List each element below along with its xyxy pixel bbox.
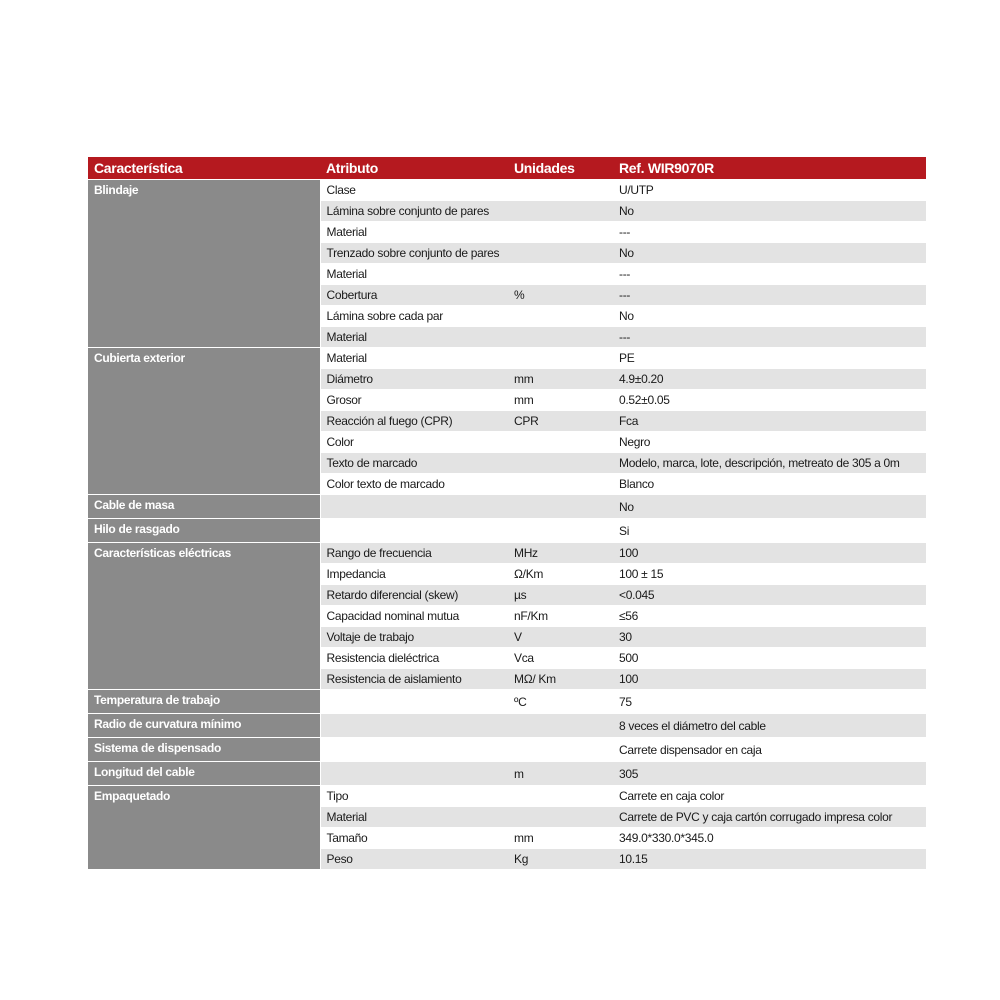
attribute-cell [320,738,508,762]
attribute-cell [320,495,508,519]
unit-cell: Kg [508,849,613,870]
table-row [88,786,926,807]
table-row [88,519,926,543]
value-cell: Carrete de PVC y caja cartón corrugado impresa color [613,807,926,828]
unit-cell [508,432,613,453]
attribute-cell [320,714,508,738]
attribute-cell: Reacción al fuego (CPR) [320,411,508,432]
unit-cell: V [508,627,613,648]
unit-cell: mm [508,828,613,849]
attribute-cell: Voltaje de trabajo [320,627,508,648]
table-row [88,690,926,714]
attribute-cell: Cobertura [320,285,508,306]
value-cell: 305 [613,762,926,786]
unit-cell: ºC [508,690,613,714]
characteristic-cell: Blindaje [88,180,320,348]
table-row [88,738,926,762]
characteristic-cell: Radio de curvatura mínimo [88,714,320,738]
unit-cell: mm [508,369,613,390]
table-row [88,348,926,369]
value-cell: Blanco [613,474,926,495]
attribute-cell: Color texto de marcado [320,474,508,495]
value-cell: 349.0*330.0*345.0 [613,828,926,849]
value-cell: 75 [613,690,926,714]
header-unidades: Unidades [508,157,613,180]
attribute-cell: Rango de frecuencia [320,543,508,564]
table-row [88,180,926,201]
attribute-cell: Lámina sobre cada par [320,306,508,327]
value-cell: Fca [613,411,926,432]
characteristic-cell: Empaquetado [88,786,320,870]
attribute-cell: Retardo diferencial (skew) [320,585,508,606]
header-caracteristica: Característica [88,157,320,180]
attribute-cell: Material [320,264,508,285]
unit-cell: MΩ/ Km [508,669,613,690]
attribute-cell: Tipo [320,786,508,807]
unit-cell [508,306,613,327]
attribute-cell [320,690,508,714]
value-cell: 4.9±0.20 [613,369,926,390]
attribute-cell: Resistencia dieléctrica [320,648,508,669]
value-cell: U/UTP [613,180,926,201]
attribute-cell [320,762,508,786]
unit-cell [508,474,613,495]
unit-cell: CPR [508,411,613,432]
value-cell: 500 [613,648,926,669]
characteristic-cell: Cable de masa [88,495,320,519]
unit-cell: m [508,762,613,786]
value-cell: --- [613,264,926,285]
spec-body [88,180,926,870]
table-row [88,543,926,564]
value-cell: --- [613,327,926,348]
attribute-cell: Capacidad nominal mutua [320,606,508,627]
unit-cell [508,786,613,807]
value-cell: <0.045 [613,585,926,606]
value-cell: 0.52±0.05 [613,390,926,411]
value-cell: 30 [613,627,926,648]
attribute-cell: Material [320,348,508,369]
characteristic-cell: Características eléctricas [88,543,320,690]
attribute-cell: Material [320,222,508,243]
value-cell: 100 ± 15 [613,564,926,585]
unit-cell [508,201,613,222]
attribute-cell: Grosor [320,390,508,411]
value-cell: --- [613,285,926,306]
value-cell: 100 [613,543,926,564]
value-cell: PE [613,348,926,369]
unit-cell [508,738,613,762]
value-cell: Modelo, marca, lote, descripción, metreato de 305 a 0m [613,453,926,474]
value-cell: Negro [613,432,926,453]
characteristic-cell: Temperatura de trabajo [88,690,320,714]
value-cell: No [613,495,926,519]
header-atributo: Atributo [320,157,508,180]
characteristic-cell: Cubierta exterior [88,348,320,495]
attribute-cell: Texto de marcado [320,453,508,474]
table-row [88,714,926,738]
unit-cell: mm [508,390,613,411]
unit-cell: % [508,285,613,306]
attribute-cell: Tamaño [320,828,508,849]
attribute-cell: Lámina sobre conjunto de pares [320,201,508,222]
attribute-cell: Material [320,327,508,348]
unit-cell [508,264,613,285]
unit-cell [508,243,613,264]
unit-cell [508,348,613,369]
attribute-cell: Impedancia [320,564,508,585]
table-row [88,762,926,786]
unit-cell: Vca [508,648,613,669]
value-cell: Si [613,519,926,543]
unit-cell: MHz [508,543,613,564]
table-row [88,495,926,519]
unit-cell [508,180,613,201]
unit-cell: µs [508,585,613,606]
value-cell: No [613,201,926,222]
unit-cell: Ω/Km [508,564,613,585]
value-cell: No [613,306,926,327]
attribute-cell [320,519,508,543]
characteristic-cell: Sistema de dispensado [88,738,320,762]
attribute-cell: Trenzado sobre conjunto de pares [320,243,508,264]
attribute-cell: Resistencia de aislamiento [320,669,508,690]
spec-table [88,157,926,870]
unit-cell [508,453,613,474]
value-cell: --- [613,222,926,243]
value-cell: Carrete dispensador en caja [613,738,926,762]
unit-cell [508,495,613,519]
value-cell: No [613,243,926,264]
unit-cell: nF/Km [508,606,613,627]
value-cell: 10.15 [613,849,926,870]
unit-cell [508,807,613,828]
header-row [88,157,926,180]
header-ref: Ref. WIR9070R [613,157,926,180]
unit-cell [508,222,613,243]
characteristic-cell: Longitud del cable [88,762,320,786]
value-cell: 100 [613,669,926,690]
value-cell: ≤56 [613,606,926,627]
unit-cell [508,327,613,348]
attribute-cell: Diámetro [320,369,508,390]
attribute-cell: Clase [320,180,508,201]
value-cell: Carrete en caja color [613,786,926,807]
characteristic-cell: Hilo de rasgado [88,519,320,543]
attribute-cell: Material [320,807,508,828]
value-cell: 8 veces el diámetro del cable [613,714,926,738]
unit-cell [508,714,613,738]
unit-cell [508,519,613,543]
attribute-cell: Color [320,432,508,453]
attribute-cell: Peso [320,849,508,870]
